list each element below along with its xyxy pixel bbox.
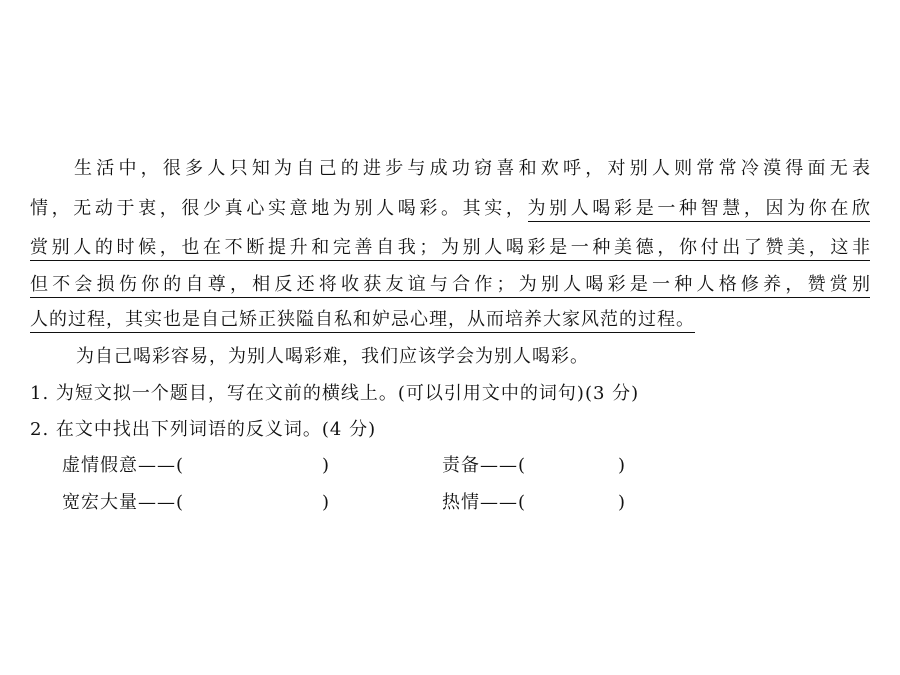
underlined-sentence-line-3: 赏别人的时候，也在不断提升和完善自我；为别人喝彩是一种美德，你付出了赞美，这非: [30, 237, 870, 261]
antonym-word-3: 宽宏大量——(: [62, 492, 185, 513]
antonym-item-1: [62, 454, 330, 478]
underlined-sentence-start: 为别人喝彩是一种智慧，因为你在欣: [528, 198, 870, 222]
passage-line-1: [30, 157, 870, 181]
antonym-item-2: [442, 454, 626, 478]
antonym-close-4: ): [618, 492, 627, 513]
antonym-item-3: [62, 491, 330, 515]
antonym-word-2: 责备——(: [442, 455, 527, 476]
underlined-sentence-line-5: 人的过程，其实也是自己矫正狭隘自私和妒忌心理，从而培养大家风范的过程。: [30, 309, 695, 333]
underlined-sentence-line-4: 但不会损伤你的自尊，相反还将收获友谊与合作；为别人喝彩是一种人格修养，赞赏别: [30, 274, 870, 298]
passage-line-3: [30, 236, 870, 260]
passage-line-2: [30, 197, 870, 221]
passage-line-4: [30, 273, 870, 297]
passage-line-5: [30, 308, 695, 332]
antonym-word-1: 虚情假意——(: [62, 455, 185, 476]
question-1: 1. 为短文拟一个题目，写在文前的横线上。(可以引用文中的词句)(3 分): [30, 383, 640, 404]
antonym-close-2: ): [618, 455, 627, 476]
passage-line-6: [76, 345, 589, 369]
antonym-word-4: 热情——(: [442, 492, 527, 513]
question-2: 2. 在文中找出下列词语的反义词。(4 分): [30, 419, 377, 440]
passage-line-2-plain: 情，无动于衷，很少真心实意地为别人喝彩。其实，: [30, 198, 528, 219]
antonym-close-3: ): [322, 492, 331, 513]
passage-line-6-text: 为自己喝彩容易，为别人喝彩难，我们应该学会为别人喝彩。: [76, 346, 589, 367]
passage-line-1-text: 生活中，很多人只知为自己的进步与成功窃喜和欢呼，对别人则常常冷漠得面无表: [74, 158, 870, 179]
antonym-item-4: [442, 491, 626, 515]
antonym-close-1: ): [322, 455, 331, 476]
